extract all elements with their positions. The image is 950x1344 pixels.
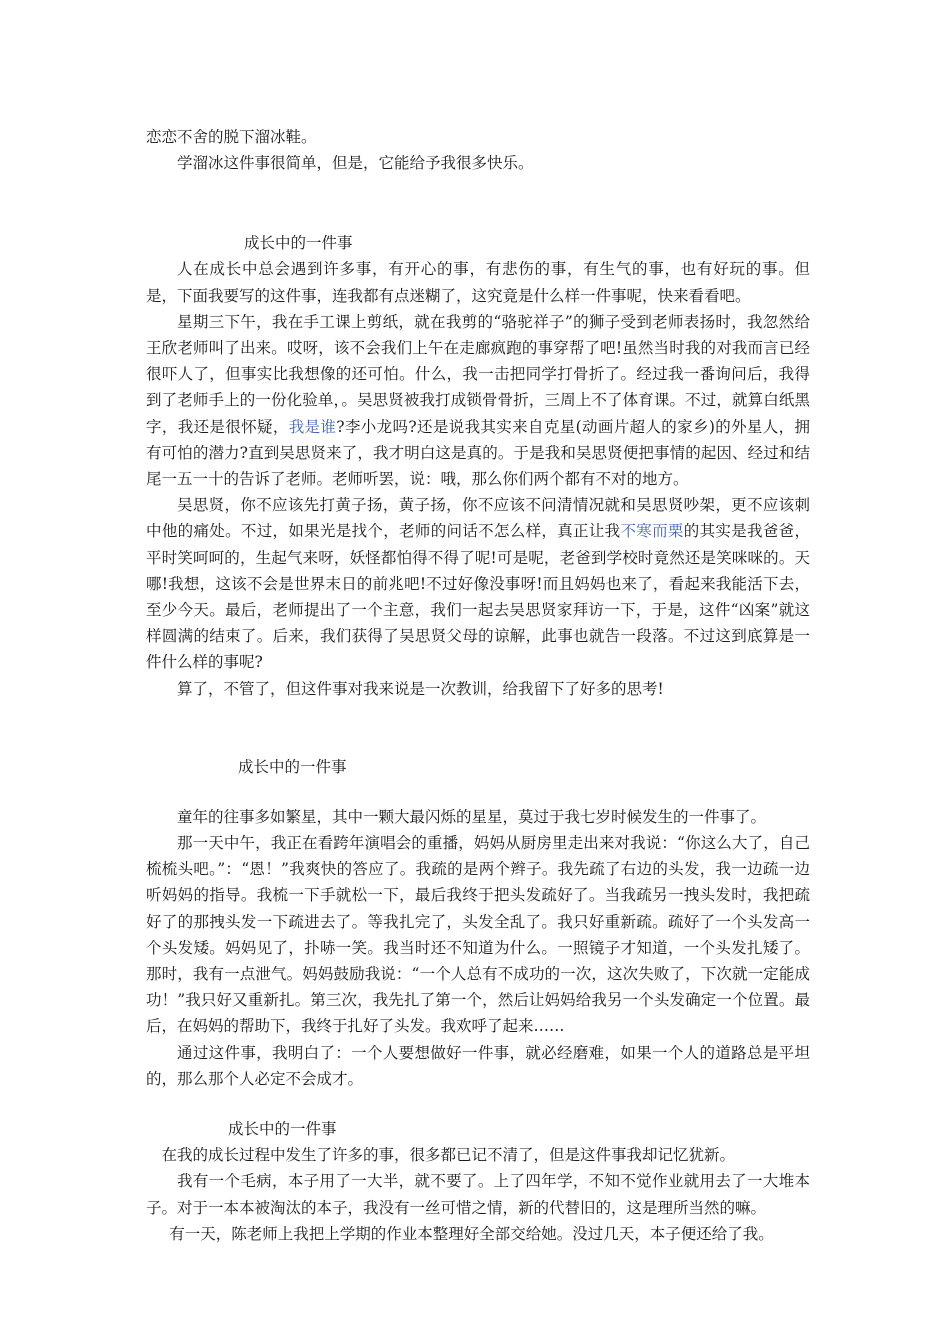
paragraph-text: ?李小龙吗?还是说我其实来自克星(动画片超人的家乡)的外星人，拥有可怕的潜力?直到吴思贤来了，我才明白这是真的。于是我和吴思贤便把事情的起因、经过和结尾一五一十的告诉了老师。老师听罢，说：哦，那么你们两个都有不对的地方。 [146,417,810,489]
paragraph-text: 吴思贤，你不应该先打黄子扬，黄子扬，你不应该不问清情况就和吴思贤吵架，更不应该刺中他的痛处。不过，如果光是找个，老师的问话不怎么样，真正让我 [146,496,810,541]
hyperlink-text[interactable]: 我是谁 [288,417,337,436]
paragraph: 人在成长中总会遇到许多事，有开心的事，有悲伤的事，有生气的事，也有好玩的事。但是，下面我要写的这件事，连我都有点迷糊了，这究竟是什么样一件事呢，快来看看吧。 [146,260,810,305]
paragraph: 我有一个毛病，本子用了一大半，就不要了。上了四年学，不知不觉作业就用去了一大堆本子。对于一本本被淘汰的本子，我没有一丝可惜之情，新的代替旧的，这是理所当然的嘛。 [146,1172,810,1217]
paragraph [146,492,810,675]
essay-title: 成长中的一件事 [238,757,347,776]
essay-title: 成长中的一件事 [244,234,353,253]
paragraph: 学溜冰这件事很简单，但是，它能给予我很多快乐。 [177,154,534,173]
spacer [146,176,810,230]
paragraph [146,309,810,492]
document-page [146,124,810,1247]
hyperlink-text[interactable]: 不寒而栗 [620,522,684,541]
spacer [146,1092,810,1116]
paragraph: 在我的成长过程中发生了许多的事，很多都已记不清了，但是这件事我却记忆犹新。 [161,1146,736,1165]
spacer [146,702,810,754]
paragraph: 有一天，陈老师上我把上学期的作业本整理好全部交给她。没过几天，本子便还给了我。 [169,1224,774,1243]
paragraph: 童年的往事多如繁星，其中一颗大最闪烁的星星，莫过于我七岁时候发生的一件事了。 [177,807,767,826]
paragraph: 通过这件事，我明白了：一个人要想做好一件事，就必经磨难，如果一个人的道路总是平坦的，那么那个人必定不会成才。 [146,1043,810,1088]
paragraph: 算了，不管了，但这件事对我来说是一次教训，给我留下了好多的思考! [177,679,664,698]
paragraph-text: 的其实是我爸爸，平时笑呵呵的，生起气来呀，妖怪都怕得不得了呢!可是呢，老爸到学校时竟然还是笑咪咪的。天哪!我想，这该不会是世界末日的前兆吧!不过好像没事呀!而且妈妈也来了，看起来我能活下去，至少今天。最后，老师提出了一个主意，我们一起去吴思贤家拜访一下，于是，这件“凶案”就这样圆满的结束了。后来，我们获得了吴思贤父母的谅解，此事也就告一段落。不过这到底算是一件什么样的事呢? [146,522,810,672]
paragraph: 恋恋不舍的脱下溜冰鞋。 [146,128,317,146]
spacer [146,780,810,804]
paragraph-text: 星期三下午，我在手工课上剪纸，就在我剪的“骆驼祥子”的狮子受到老师表扬时，我忽然给王欣老师叫了出来。哎呀，该不会我们上午在走廊疯跑的事穿帮了吧!虽然当时我的对我而言已经很吓人了，但事实比我想像的还可怕。什么，我一击把同学打骨折了。经过我一番询问后，我得到了老师手上的一份化验单，。吴思贤被我打成锁骨骨折，三周上不了体育课。不过，就算白纸黑字，我还是很怀疑， [146,312,810,436]
paragraph: 那一天中午，我正在看跨年演唱会的重播，妈妈从厨房里走出来对我说：“你这么大了，自己梳梳头吧。”：“恩！”我爽快的答应了。我疏的是两个辫子。我先疏了右边的头发，我一边疏一边听妈妈的指导。我梳一下手就松一下，最后我终于把头发疏好了。当我疏另一拽头发时，我把疏好了的那拽头发一下疏进去了。等我扎完了，头发全乱了。我只好重新疏。疏好了一个头发高一个头发矮。妈妈见了，扑哧一笑。我当时还不知道为什么。一照镜子才知道，一个头发扎矮了。那时，我有一点泄气。妈妈鼓励我说：“一个人总有不成功的一次，这次失败了，下次就一定能成功！”我只好又重新扎。第三次，我先扎了第一个，然后让妈妈给我另一个头发确定一个位置。最后，在妈妈的帮助下，我终于扎好了头发。我欢呼了起来…… [146,834,810,1036]
essay-title: 成长中的一件事 [228,1120,337,1139]
